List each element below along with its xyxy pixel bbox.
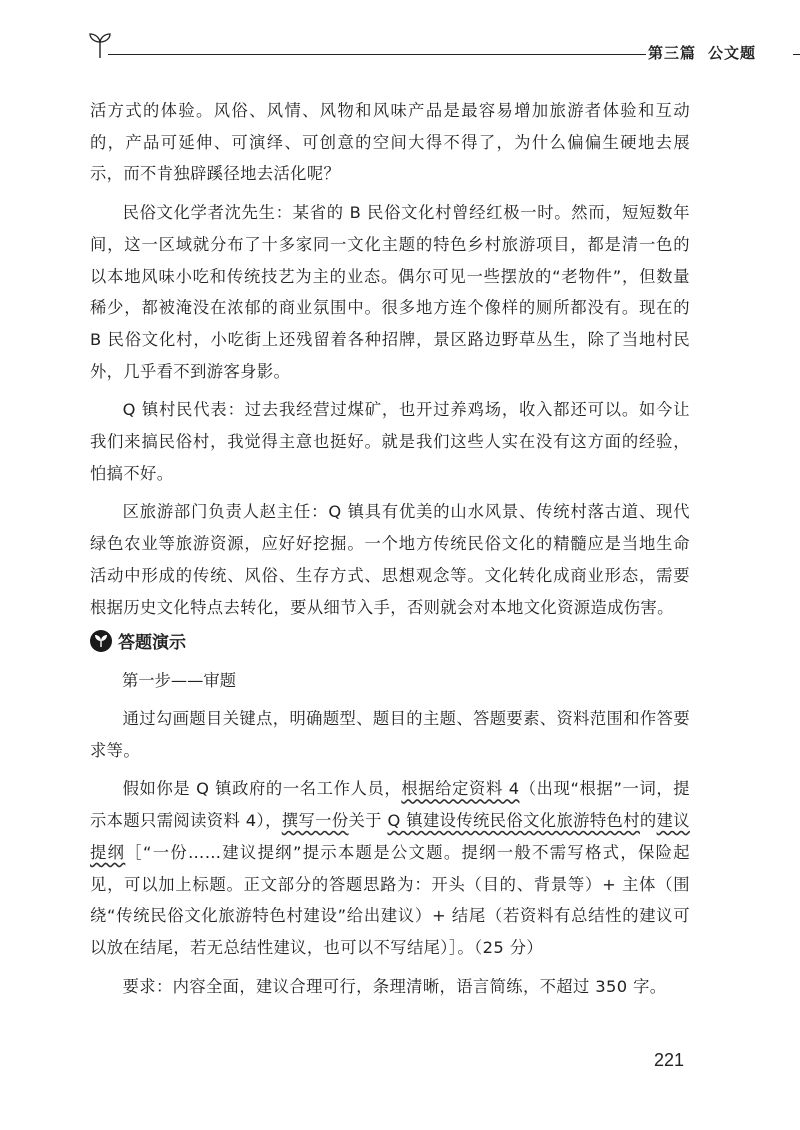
paragraph-director: 区旅游部门负责人赵主任：Q 镇具有优美的山水风景、传统村落古道、现代绿色农业等旅游资源，应好好挖掘。一个地方传统民俗文化的精髓应是当地生命活动中形成的传统、风俗、生存方式、思想观念等。文化转化成商业形态，需要根据历史文化特点去转化，要从细节入手，否则就会对本地文化资源造成伤害。 [90, 502, 690, 617]
paragraph-method: 通过勾画题目关键点，明确题型、题目的主题、答题要素、资料范围和作答要求等。 [90, 709, 690, 760]
keyword-underline: 根据给定资料 4 [401, 779, 520, 799]
running-header [88, 30, 778, 66]
keyword-underline: 建议提纲 [90, 811, 690, 862]
page-number: 221 [654, 1050, 685, 1070]
paragraph-continued: 活方式的体验。风俗、风情、风物和风味产品是最容易增加旅游者体验和互动的，产品可延伸、可演绎、可创意的空间大得不得了，为什么偏偏生硬地去展示，而不肯独辟蹊径地去活化呢？ [90, 101, 690, 184]
header-title [648, 42, 756, 63]
leaf-icon [90, 630, 112, 652]
header-rule-left [108, 54, 646, 55]
sprout-icon [88, 30, 112, 60]
paragraph-villager: Q 镇村民代表：过去我经营过煤矿，也开过养鸡场，收入都还可以。如今让我们来搞民俗村，我觉得主意也挺好。就是我们这些人实在没有这方面的经验，怕搞不好。 [90, 400, 690, 483]
answer-text [90, 703, 690, 1002]
header-rule-right [793, 54, 800, 55]
paragraph-requirement: 要求：内容全面，建议合理可行，条理清晰，语言简练，不超过 350 字。 [122, 976, 667, 996]
step-title: 第一步——审题 [122, 671, 236, 690]
keyword-underline: 撰写一份 [281, 811, 349, 831]
section-heading [90, 628, 186, 653]
header-section-title: 公文题 [708, 44, 757, 62]
section-title: 答题演示 [118, 633, 186, 653]
paragraph-scholar: 民俗文化学者沈先生：某省的 B 民俗文化村曾经红极一时。然而，短短数年间，这一区域就分布了十多家同一文化主题的特色乡村旅游项目，都是清一色的以本地风味小吃和传统技艺为主的业态。偶尔可见一些摆放的“老物件”，但数量稀少，都被淹没在浓郁的商业氛围中。很多地方连个像样的厕所都没有。现在的 B 民俗文化村，小吃街上还残留着各种招牌，景区路边野草丛生，除了当地村民外，几乎看不到游客身影。 [90, 203, 690, 381]
keyword-underline: Q 镇建设传统民俗文化旅游特色村 [387, 811, 640, 831]
material-text [90, 95, 690, 623]
paragraph-question: 假如你是 Q 镇政府的一名工作人员，根据给定资料 4（出现“根据”一词，提示本题只需阅读资料 4），撰写一份关于 Q 镇建设传统民俗文化旅游特色村的建议提纲［“一份……建议提纲”提示本题是公文题。提纲一般不需写格式，保险起见，可以加上标题。正文部分的答题思路为：开头（目的、背景等）+ 主体（围绕“传统民俗文化旅游特色村建设”给出建议）+ 结尾（若资料有总结性的建议可以放在结尾，若无总结性建议，也可以不写结尾）］。（25 分） [90, 779, 690, 957]
header-part: 第三篇 [648, 44, 697, 62]
